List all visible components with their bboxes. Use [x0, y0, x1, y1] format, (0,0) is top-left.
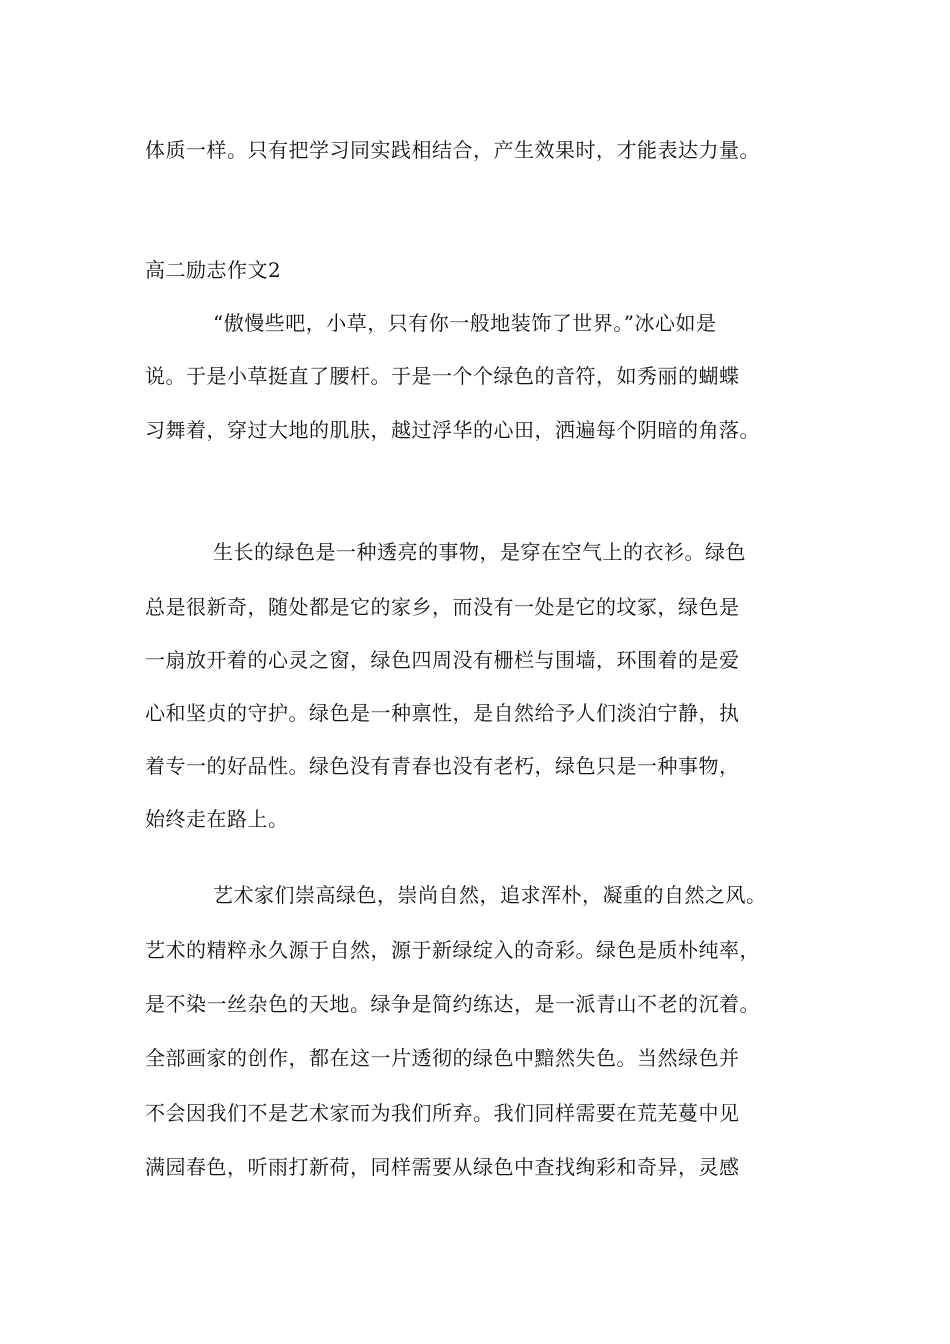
essay-heading: 高二励志作文2	[145, 258, 282, 282]
intro-tail-line: 体质一样。只有把学习同实践相结合，产生效果时，才能表达力量。	[145, 138, 760, 162]
paragraph3-line4: 全部画家的创作，都在这一片透彻的绿色中黯然失色。当然绿色并	[145, 1046, 740, 1070]
paragraph2-line3: 一扇放开着的心灵之窗，绿色四周没有栅栏与围墙，环围着的是爱	[145, 648, 740, 672]
paragraph1-line2: 说。于是小草挺直了腰杆。于是一个个绿色的音符，如秀丽的蝴蝶	[145, 364, 740, 388]
paragraph3-line1: 艺术家们崇高绿色，崇尚自然，追求浑朴，凝重的自然之风。	[213, 883, 767, 907]
paragraph1-line3: 习舞着，穿过大地的肌肤，越过浮华的心田，洒遍每个阴暗的角落。	[145, 418, 760, 442]
paragraph2-line1: 生长的绿色是一种透亮的事物，是穿在空气上的衣衫。绿色	[213, 540, 746, 564]
paragraph2-line6: 始终走在路上。	[145, 807, 289, 831]
paragraph3-line5: 不会因我们不是艺术家而为我们所弃。我们同样需要在荒芜蔓中见	[145, 1101, 740, 1125]
paragraph3-line2: 艺术的精粹永久源于自然，源于新绿绽入的奇彩。绿色是质朴纯率，	[145, 938, 760, 962]
paragraph2-line2: 总是很新奇，随处都是它的家乡，而没有一处是它的坟冢，绿色是	[145, 595, 740, 619]
paragraph1-line1: “傲慢些吧，小草，只有你一般地装饰了世界。”冰心如是	[213, 311, 717, 335]
paragraph2-line4: 心和坚贞的守护。绿色是一种禀性，是自然给予人们淡泊宁静，执	[145, 701, 740, 725]
paragraph2-line5: 着专一的好品性。绿色没有青春也没有老朽，绿色只是一种事物，	[145, 754, 740, 778]
paragraph3-line6: 满园春色，听雨打新荷，同样需要从绿色中查找绚彩和奇异，灵感	[145, 1155, 740, 1179]
paragraph3-line3: 是不染一丝杂色的天地。绿争是简约练达，是一派青山不老的沉着。	[145, 992, 760, 1016]
